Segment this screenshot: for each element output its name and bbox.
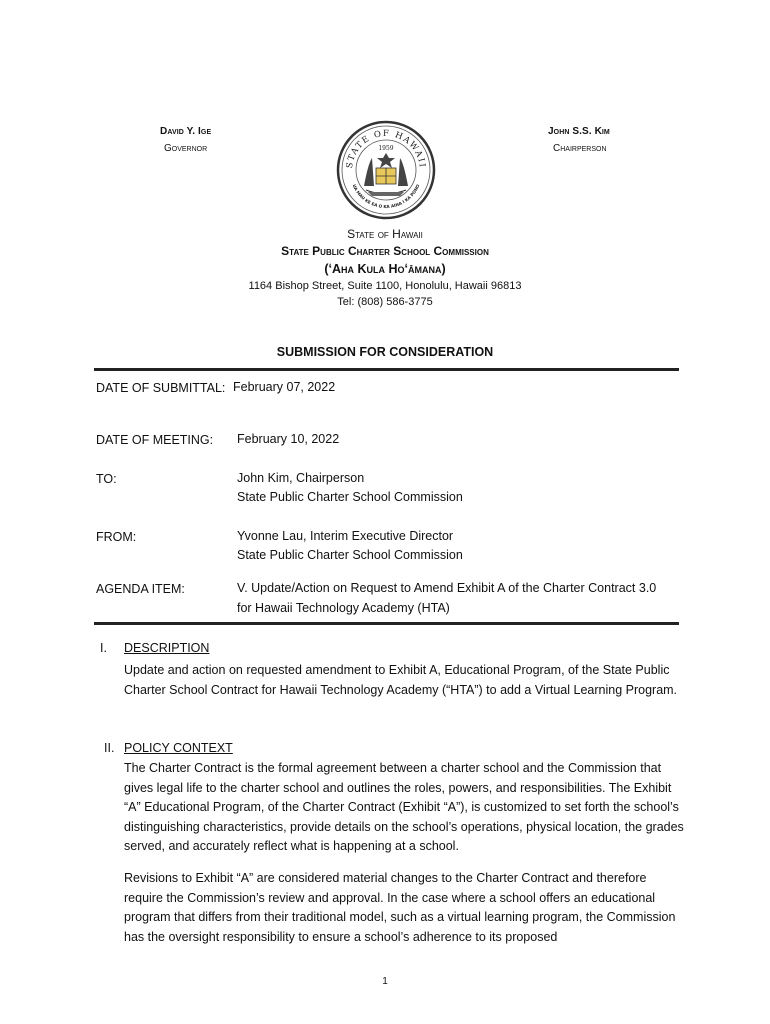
state-name: State of Hawaii bbox=[347, 227, 423, 241]
commission-name: State Public Charter School Commission bbox=[281, 244, 489, 258]
svg-text:UA MAU KE EA O KA AINA I KA PO: UA MAU KE EA O KA AINA I KA PONO bbox=[351, 183, 421, 210]
commission-address: 1164 Bishop Street, Suite 1100, Honolulu, Hawaii 96813 bbox=[248, 280, 522, 292]
to-recipient-line2: State Public Charter School Commission bbox=[237, 490, 463, 504]
header-divider bbox=[94, 368, 679, 371]
meeting-date-value: February 10, 2022 bbox=[237, 432, 340, 446]
from-label: FROM: bbox=[96, 530, 137, 544]
section-1-paragraph: Update and action on requested amendment to Exhibit A, Educational Program, of the State Public Charter School Contract for Hawaii Technology Academy (“HTA”) to add a Virtual Learning Program. bbox=[124, 663, 678, 697]
commission-hawaiian-name: (ʻAha Kula Hoʻāmana) bbox=[324, 262, 446, 276]
agenda-item-line1: V. Update/Action on Request to Amend Exhibit A of the Charter Contract 3.0 bbox=[237, 581, 657, 595]
page-number: 1 bbox=[382, 976, 388, 987]
svg-text:STATE OF HAWAII: STATE OF HAWAII bbox=[344, 128, 428, 170]
governor-title: Governor bbox=[164, 143, 208, 154]
fields-divider bbox=[94, 622, 679, 625]
submittal-date-value: February 07, 2022 bbox=[233, 380, 336, 394]
state-seal-icon bbox=[336, 120, 436, 220]
section-2-paragraph-1: The Charter Contract is the formal agreement between a charter school and the Commission that gives legal life to the charter school and outlines the roles, powers, and responsibilities. The Exhibit “A” Educational Program, of the Charter Contract (Exhibit “A”), is customized to set forth the school’s distinguishing characteristics, provide details on the school’s operations, physical location, the grades served, and accurately reflect what is happening at a school. bbox=[124, 761, 684, 853]
to-recipient-line1: John Kim, Chairperson bbox=[237, 471, 365, 485]
svg-text:1959: 1959 bbox=[378, 145, 394, 152]
section-1-number: I. bbox=[100, 641, 107, 655]
governor-name: David Y. Ige bbox=[160, 126, 212, 137]
document-title: SUBMISSION FOR CONSIDERATION bbox=[276, 345, 494, 359]
agenda-item-line2: for Hawaii Technology Academy (HTA) bbox=[237, 601, 450, 615]
agenda-item-label: AGENDA ITEM: bbox=[96, 582, 185, 596]
from-sender-line1: Yvonne Lau, Interim Executive Director bbox=[237, 529, 454, 543]
from-sender-line2: State Public Charter School Commission bbox=[237, 548, 463, 562]
section-1-title: DESCRIPTION bbox=[124, 641, 210, 655]
meeting-date-label: DATE OF MEETING: bbox=[96, 433, 214, 447]
submittal-date-label: DATE OF SUBMITTAL: bbox=[96, 381, 226, 395]
chairperson-name: John S.S. Kim bbox=[548, 126, 610, 137]
chairperson-title: Chairperson bbox=[553, 143, 607, 154]
section-2-title: POLICY CONTEXT bbox=[124, 741, 233, 755]
to-label: TO: bbox=[96, 472, 117, 486]
section-2-number: II. bbox=[104, 741, 115, 755]
section-2-paragraph-2: Revisions to Exhibit “A” are considered material changes to the Charter Contract and therefore require the Commission’s review and approval. In the case where a school offers an educational program that differs from their traditional model, such as a virtual learning program, the Commission has the oversight responsibility to ensure a school’s adherence to its proposed bbox=[124, 871, 676, 944]
commission-phone: Tel: (808) 586-3775 bbox=[337, 296, 433, 308]
